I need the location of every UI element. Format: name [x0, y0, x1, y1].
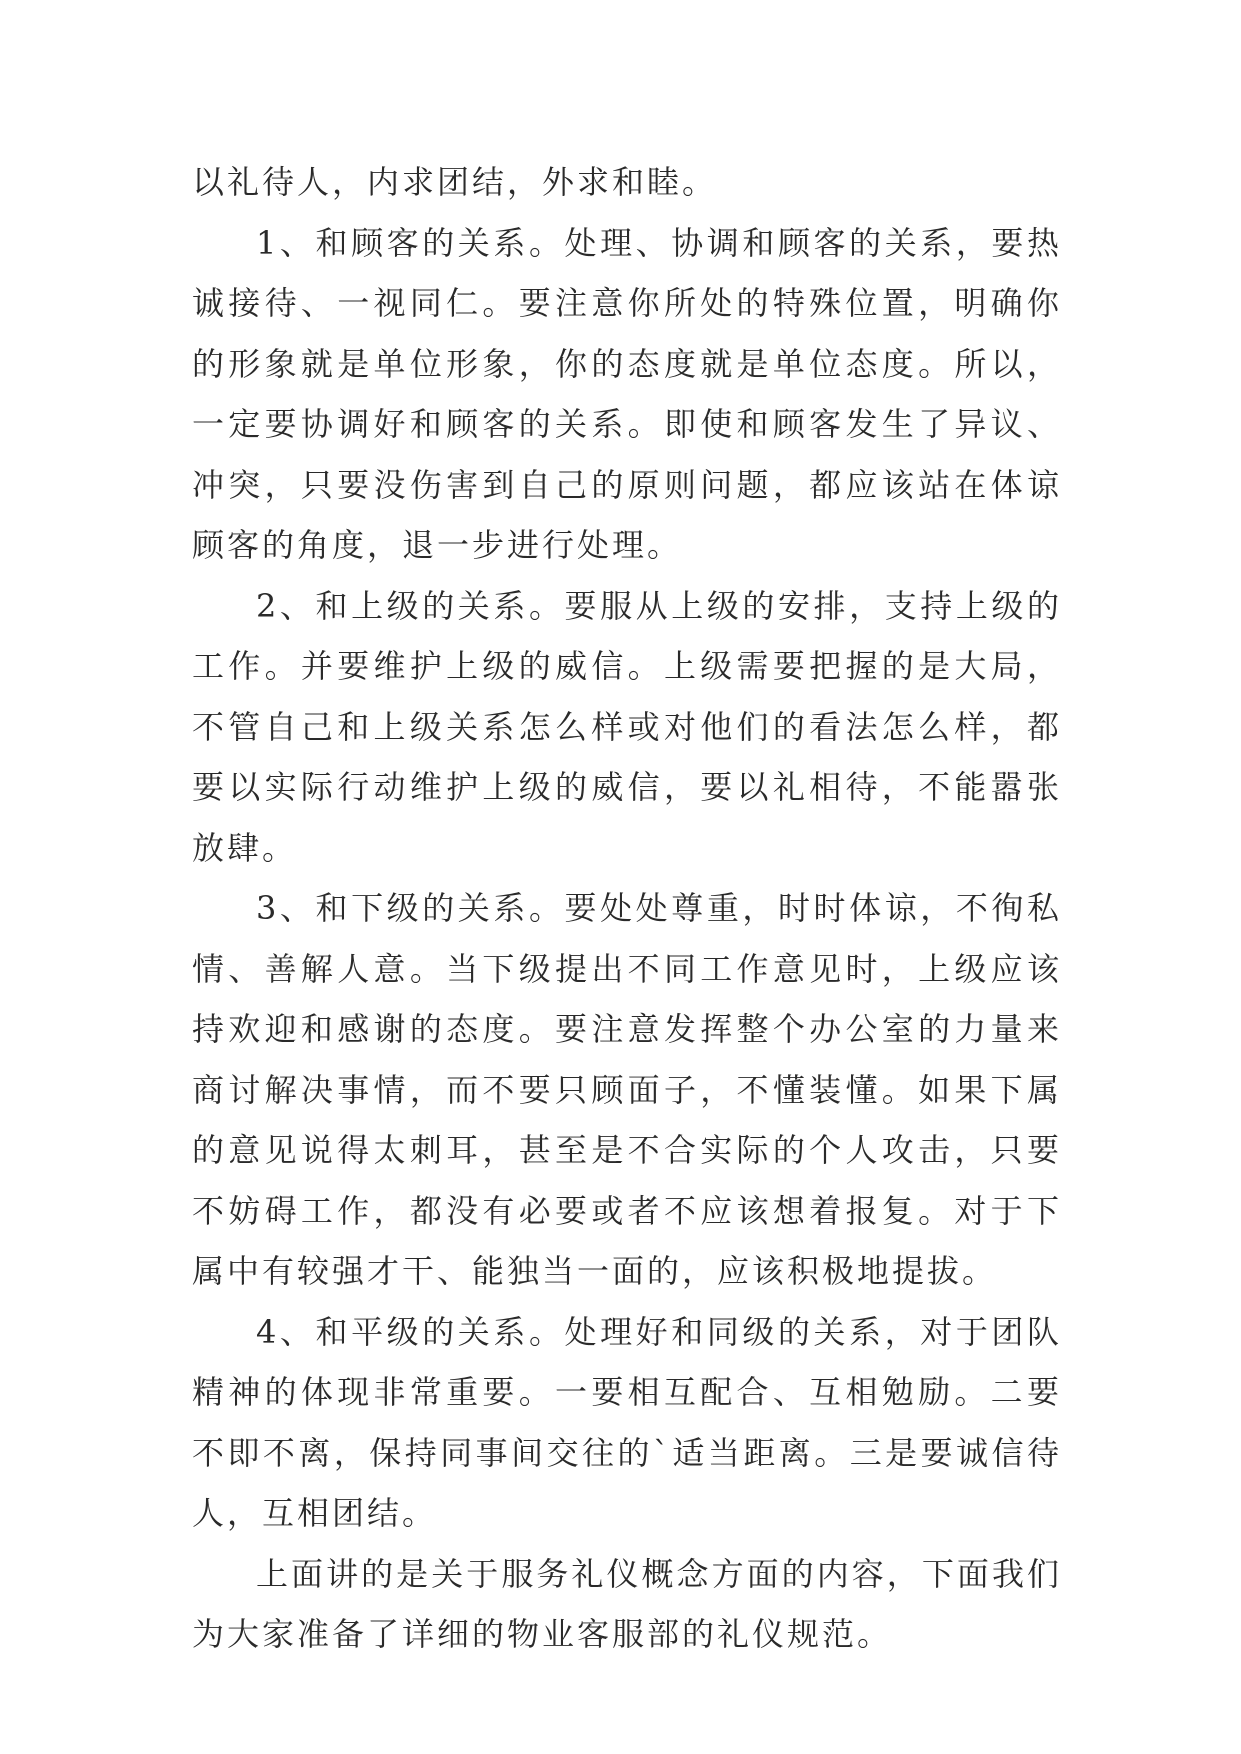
document-body — [192, 152, 1062, 1665]
paragraph-subordinate-relations: 3、和下级的关系。要处处尊重，时时体谅，不徇私情、善解人意。当下级提出不同工作意见时，上级应该持欢迎和感谢的态度。要注意发挥整个办公室的力量来商讨解决事情，而不要只顾面子，不懂装懂。如果下属的意见说得太刺耳，甚至是不合实际的个人攻击，只要不妨碍工作，都没有必要或者不应该想着报复。对于下属中有较强才干、能独当一面的，应该积极地提拔。 — [192, 889, 1062, 1290]
paragraph-customer-relations: 1、和顾客的关系。处理、协调和顾客的关系，要热诚接待、一视同仁。要注意你所处的特殊位置，明确你的形象就是单位形象，你的态度就是单位态度。所以，一定要协调好和顾客的关系。即使和顾客发生了异议、冲突，只要没伤害到自己的原则问题，都应该站在体谅顾客的角度，退一步进行处理。 — [192, 223, 1062, 564]
paragraph-superior-relations: 2、和上级的关系。要服从上级的安排，支持上级的工作。并要维护上级的威信。上级需要把握的是大局，不管自己和上级关系怎么样或对他们的看法怎么样，都要以实际行动维护上级的威信，要以礼相待，不能嚣张放肆。 — [192, 586, 1062, 867]
paragraph-conclusion: 上面讲的是关于服务礼仪概念方面的内容，下面我们为大家准备了详细的物业客服部的礼仪规范。 — [192, 1554, 1062, 1653]
paragraph-intro: 以礼待人，内求团结，外求和睦。 — [192, 163, 718, 201]
paragraph-peer-relations: 4、和平级的关系。处理好和同级的关系，对于团队精神的体现非常重要。一要相互配合、互相勉励。二要不即不离，保持同事间交往的`适当距离。三是要诚信待人，互相团结。 — [192, 1312, 1062, 1532]
